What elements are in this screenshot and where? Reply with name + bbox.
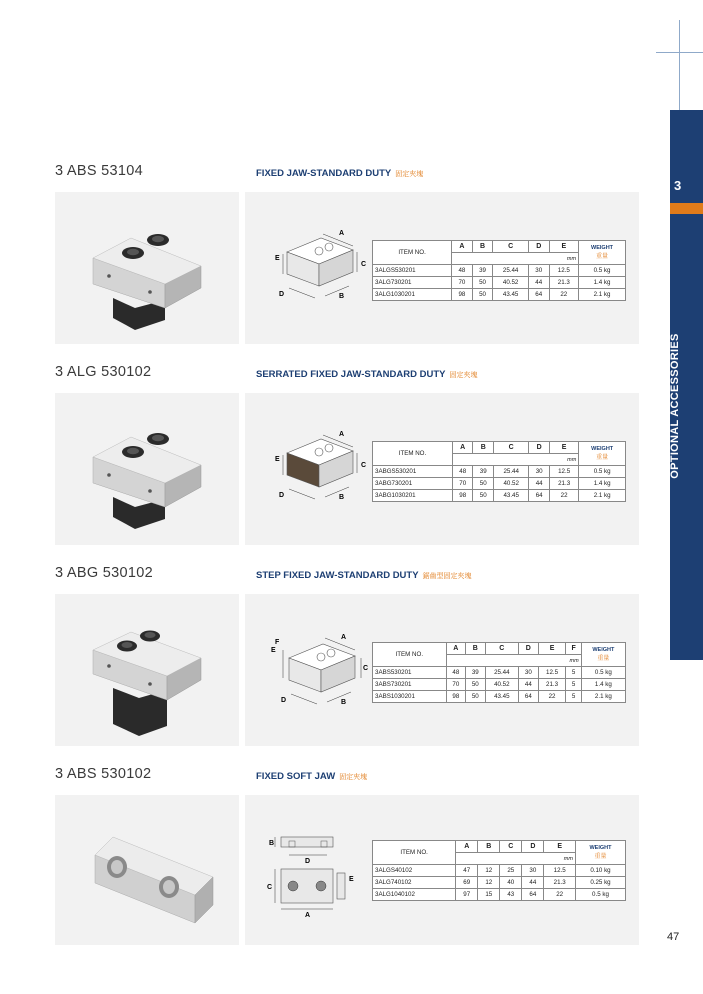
product-photo [55, 192, 239, 344]
product-photo [55, 594, 239, 746]
cell-b: 50 [472, 289, 493, 301]
cell-item: 3ABS530201 [373, 667, 447, 679]
section-subtitle-cn: 固定夾塊 [339, 774, 368, 781]
dim-label-a: A [339, 230, 345, 237]
product-photo-panel [55, 594, 239, 746]
dim-label-b: B [269, 840, 275, 847]
cell-e: 12.5 [544, 865, 576, 877]
weight-label: WEIGHT [589, 845, 612, 851]
header-b: B [473, 442, 494, 454]
dim-label-c: C [363, 665, 369, 672]
table-row [373, 289, 626, 301]
header-item-no: ITEM NO. [373, 442, 453, 466]
product-photo-panel [55, 393, 239, 545]
cell-b: 12 [478, 877, 500, 889]
cell-b: 15 [478, 889, 500, 901]
table-row [373, 877, 626, 889]
header-c: C [494, 442, 529, 454]
dim-label-a: A [341, 634, 347, 641]
cell-weight: 0.5 kg [579, 466, 626, 478]
weight-label: WEIGHT [591, 446, 614, 452]
cell-weight: 1.4 kg [579, 478, 626, 490]
cell-b: 39 [473, 466, 494, 478]
cell-c: 25.44 [494, 466, 529, 478]
cell-c: 40 [500, 877, 522, 889]
dim-label-b: B [339, 494, 345, 501]
header-d: D [529, 442, 550, 454]
header-e: E [549, 241, 579, 253]
cell-a: 98 [452, 289, 473, 301]
cell-weight: 0.5 kg [579, 265, 626, 277]
table-row [373, 691, 626, 703]
cell-d: 30 [529, 466, 550, 478]
dim-label-d: D [305, 858, 311, 865]
cell-a: 47 [456, 865, 478, 877]
dimension-drawing [245, 393, 370, 545]
cell-a: 70 [452, 478, 473, 490]
cell-e: 21.3 [549, 277, 579, 289]
weight-label-cn: 重量 [594, 854, 607, 860]
cell-a: 48 [452, 265, 473, 277]
cell-b: 50 [473, 490, 494, 502]
table-row [373, 265, 626, 277]
dim-label-c: C [361, 261, 367, 268]
table-row [373, 478, 626, 490]
section-subtitle [256, 570, 472, 581]
cell-weight: 2.1 kg [579, 289, 626, 301]
dim-label-a: A [305, 912, 311, 919]
dimension-drawing [245, 192, 370, 344]
cell-e: 12.5 [538, 667, 566, 679]
cell-d: 44 [529, 478, 550, 490]
section-title: 3 ABS 53104 [55, 163, 143, 179]
cell-d: 44 [528, 277, 549, 289]
header-d: D [519, 643, 538, 655]
cell-a: 97 [456, 889, 478, 901]
cell-e: 22 [538, 691, 566, 703]
cell-a: 70 [446, 679, 465, 691]
cell-a: 70 [452, 277, 473, 289]
cell-b: 39 [466, 667, 485, 679]
cell-c: 43.45 [485, 691, 519, 703]
dim-label-e: E [275, 456, 280, 463]
cell-weight: 2.1 kg [581, 691, 625, 703]
cell-item: 3ALGS40102 [373, 865, 456, 877]
cell-b: 50 [466, 679, 485, 691]
cell-item: 3ALG740102 [373, 877, 456, 889]
dim-label-d: D [281, 697, 287, 704]
spec-table [372, 240, 626, 301]
cell-weight: 0.5 kg [575, 889, 625, 901]
section-title: 3 ABS 530102 [55, 766, 152, 782]
section-subtitle-text: FIXED SOFT JAW [256, 771, 336, 782]
cell-item: 3ALGS530201 [373, 265, 452, 277]
cell-c: 43.45 [493, 289, 529, 301]
header-c: C [493, 241, 529, 253]
cell-a: 48 [452, 466, 473, 478]
cell-d: 64 [528, 289, 549, 301]
cell-e: 12.5 [549, 265, 579, 277]
dim-label-e: E [275, 255, 280, 262]
header-f: F [566, 643, 581, 655]
dim-label-e: E [271, 647, 276, 654]
header-e: E [544, 841, 576, 853]
page-number: 47 [667, 931, 680, 943]
section-subtitle [256, 168, 423, 179]
product-photo [55, 393, 239, 545]
section-subtitle-cn: 固定夾塊 [449, 372, 478, 379]
header-c: C [485, 643, 519, 655]
cell-weight: 1.4 kg [579, 277, 626, 289]
header-b: B [478, 841, 500, 853]
table-row [373, 490, 626, 502]
cell-d: 30 [519, 667, 538, 679]
section-subtitle-cn: 鋸齒型固定夾塊 [422, 573, 472, 580]
cell-d: 64 [529, 490, 550, 502]
unit-label: mm [452, 253, 579, 265]
header-a: A [452, 442, 473, 454]
unit-label: mm [452, 454, 578, 466]
cell-item: 3ALG1030201 [373, 289, 452, 301]
dim-label-b: B [341, 699, 347, 706]
cell-weight: 0.5 kg [581, 667, 625, 679]
section-subtitle [256, 369, 477, 380]
dim-label-c: C [361, 462, 367, 469]
cell-e: 21.3 [538, 679, 566, 691]
header-a: A [456, 841, 478, 853]
dim-label-c: C [267, 884, 273, 891]
spec-table [372, 642, 626, 703]
product-photo [55, 795, 239, 945]
cell-d: 44 [519, 679, 538, 691]
dim-label-d: D [279, 492, 285, 499]
header-b: B [466, 643, 485, 655]
weight-label-cn: 重量 [596, 254, 609, 260]
dim-label-e: E [349, 876, 354, 883]
cell-c: 40.52 [493, 277, 529, 289]
cell-f: 5 [566, 667, 581, 679]
section-title: 3 ABG 530102 [55, 565, 153, 581]
section-subtitle-text: STEP FIXED JAW-STANDARD DUTY [256, 570, 419, 581]
cell-e: 22 [549, 289, 579, 301]
header-a: A [446, 643, 465, 655]
cell-d: 64 [519, 691, 538, 703]
cell-c: 43.45 [494, 490, 529, 502]
cell-c: 40.52 [485, 679, 519, 691]
cell-d: 44 [522, 877, 544, 889]
dim-label-b: B [339, 293, 345, 300]
cell-e: 12.5 [549, 466, 578, 478]
cell-d: 30 [522, 865, 544, 877]
table-row [373, 466, 626, 478]
cell-item: 3ABG730201 [373, 478, 453, 490]
spec-table [372, 441, 626, 502]
product-photo-panel [55, 192, 239, 344]
cell-b: 50 [473, 478, 494, 490]
cell-item: 3ALG730201 [373, 277, 452, 289]
section-subtitle-cn: 固定夾塊 [395, 171, 424, 178]
spec-table [372, 840, 626, 901]
cell-d: 30 [528, 265, 549, 277]
weight-label-cn: 重量 [596, 455, 609, 461]
cell-b: 50 [466, 691, 485, 703]
weight-label-cn: 重量 [597, 656, 610, 662]
header-item-no: ITEM NO. [373, 241, 452, 265]
header-item-no: ITEM NO. [373, 841, 456, 865]
cell-f: 5 [566, 691, 581, 703]
cell-d: 64 [522, 889, 544, 901]
table-row [373, 277, 626, 289]
cell-e: 21.3 [544, 877, 576, 889]
cell-b: 39 [472, 265, 493, 277]
cell-b: 50 [472, 277, 493, 289]
unit-label: mm [456, 853, 576, 865]
cell-e: 22 [549, 490, 578, 502]
dim-label-a: A [339, 431, 345, 438]
dim-label-f: F [275, 639, 280, 646]
cell-a: 48 [446, 667, 465, 679]
cell-item: 3ALG1040102 [373, 889, 456, 901]
cell-a: 98 [446, 691, 465, 703]
cell-weight: 0.25 kg [575, 877, 625, 889]
dimension-drawing [245, 795, 370, 945]
header-weight [579, 241, 626, 265]
table-row [373, 889, 626, 901]
cell-item: 3ABS1030201 [373, 691, 447, 703]
header-a: A [452, 241, 473, 253]
product-photo-panel [55, 795, 239, 945]
table-row [373, 865, 626, 877]
section-subtitle-text: SERRATED FIXED JAW-STANDARD DUTY [256, 369, 446, 380]
side-tab-label: OPTIONAL ACCESSORIES [669, 333, 681, 479]
cell-c: 25 [500, 865, 522, 877]
unit-label: mm [446, 655, 581, 667]
dimension-drawing [245, 594, 370, 746]
cell-c: 25.44 [485, 667, 519, 679]
section-subtitle [256, 771, 367, 782]
header-weight [575, 841, 625, 865]
cell-weight: 0.10 kg [575, 865, 625, 877]
cell-item: 3ABGS530201 [373, 466, 453, 478]
cell-c: 25.44 [493, 265, 529, 277]
weight-label: WEIGHT [591, 245, 614, 251]
side-tab-number: 3 [674, 178, 682, 193]
header-weight [579, 442, 626, 466]
section-title: 3 ALG 530102 [55, 364, 152, 380]
header-b: B [472, 241, 493, 253]
cell-e: 21.3 [549, 478, 578, 490]
header-d: D [522, 841, 544, 853]
dim-label-d: D [279, 291, 285, 298]
weight-label: WEIGHT [592, 647, 615, 653]
cell-c: 43 [500, 889, 522, 901]
table-row [373, 679, 626, 691]
cell-item: 3ABS730201 [373, 679, 447, 691]
cell-f: 5 [566, 679, 581, 691]
header-e: E [538, 643, 566, 655]
cell-a: 69 [456, 877, 478, 889]
cell-item: 3ABG1030201 [373, 490, 453, 502]
cell-weight: 1.4 kg [581, 679, 625, 691]
cell-b: 12 [478, 865, 500, 877]
header-item-no: ITEM NO. [373, 643, 447, 667]
top-guide-line-vertical [679, 20, 680, 110]
cell-c: 40.52 [494, 478, 529, 490]
section-subtitle-text: FIXED JAW-STANDARD DUTY [256, 168, 392, 179]
header-weight [581, 643, 625, 667]
side-tab-accent [670, 203, 703, 214]
header-d: D [528, 241, 549, 253]
cell-weight: 2.1 kg [579, 490, 626, 502]
header-e: E [549, 442, 578, 454]
cell-a: 98 [452, 490, 473, 502]
table-row [373, 667, 626, 679]
cell-e: 22 [544, 889, 576, 901]
header-c: C [500, 841, 522, 853]
